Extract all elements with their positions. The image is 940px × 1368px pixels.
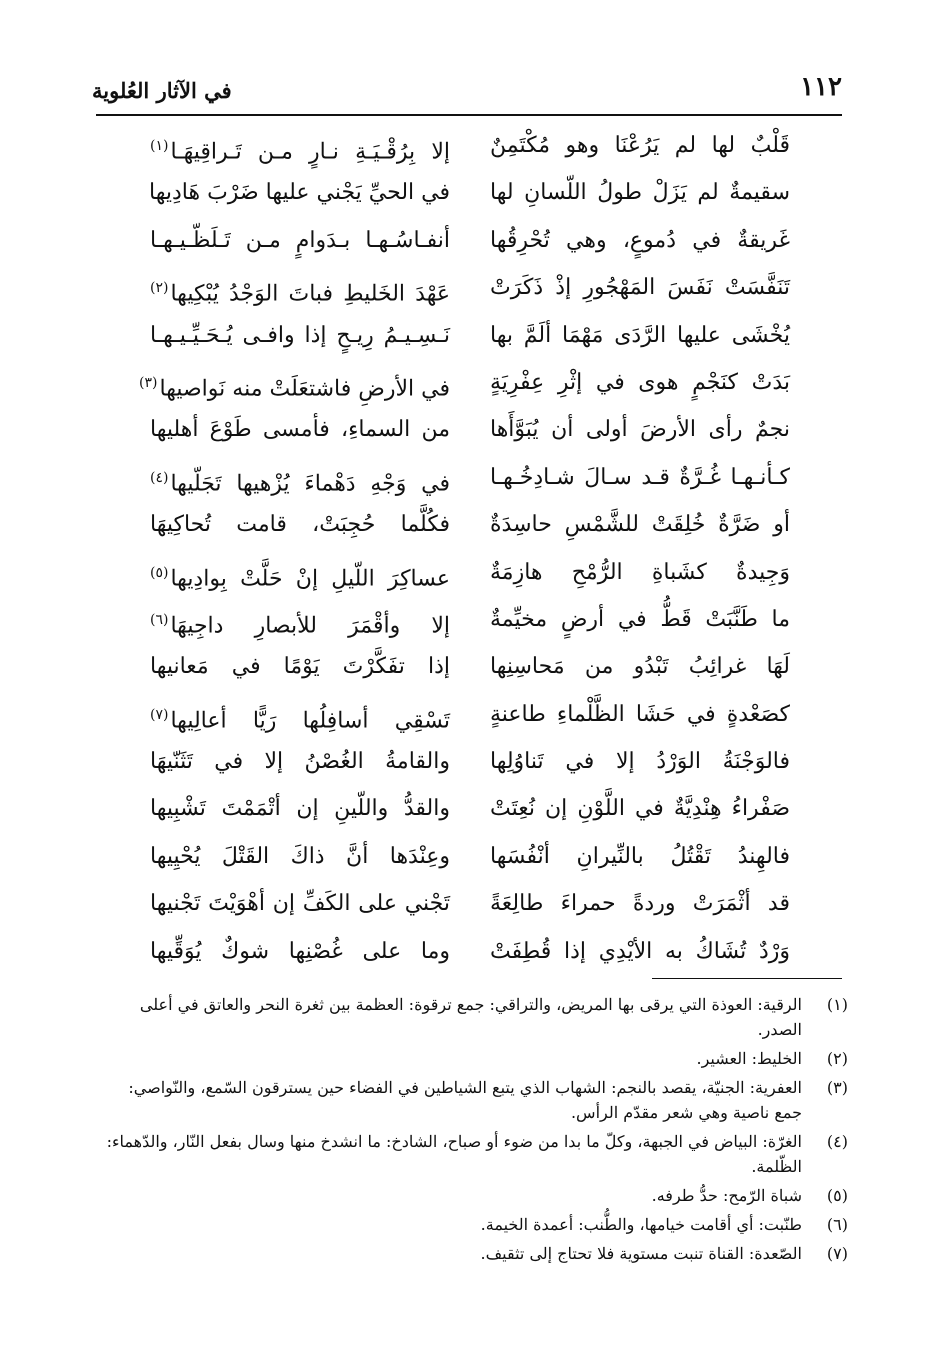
footnote-text: العفرية: الجنيّة، يقصد بالنجم: الشهاب الذي يتبع الشياطين في الفضاء حين يسترقون السّمع، والنّواصي: جمع ناصية وهي شعر مقدّم الرأس. (128, 1078, 802, 1122)
verse-second-hemistich (139, 365, 450, 407)
verse-second-text: أنفـاسُـهـا بـدَوامٍ مـن تَـلَظّـيـهـا (150, 227, 450, 253)
verse-second-hemistich (150, 270, 450, 312)
verse-second-text: إلا بِرُقْـيَـةِ نـارٍ مـن تَـراقِيهَـا (170, 139, 450, 165)
footnote-number: (١) (826, 995, 848, 1014)
verse-second-text: فكُلَّما حُجِبَتْ، قامت تُحاكِيهَا (150, 512, 450, 538)
verse-second-hemistich (150, 744, 450, 780)
verse-line (150, 744, 790, 791)
footnote-number: (٧) (826, 1244, 848, 1263)
footnote-reference[interactable]: (٤) (150, 469, 169, 486)
verse-line (150, 697, 790, 744)
verse-first-hemistich: غَريقةٌ في دُموعٍ، وهي تُحْرِقُها (490, 227, 790, 253)
footnote-reference[interactable]: (٣) (139, 374, 158, 391)
verse-second-text: عَهْدَ الخَليطِ فباتَ الوَجْدُ يُبْكِيها (170, 281, 450, 307)
verse-first-hemistich: أو ضَرَّةٌ خُلِقَتْ للشَّمْسِ حاسِدَةٌ (490, 512, 790, 538)
verse-second-hemistich (150, 318, 450, 354)
verse-second-text: من السماءِ، فأمسى طَوْعَ أهليها (150, 417, 450, 443)
verse-second-hemistich (150, 839, 450, 875)
verse-line (150, 270, 790, 317)
verse-first-hemistich: كـأنـهـا غُـرَّةٌ قـد سـالَ شـادِخُـهـا (490, 464, 790, 490)
verse-second-text: تَسْقِي أسافِلُها رَيًّا أعالِيها (170, 708, 450, 734)
verse-second-hemistich (150, 791, 450, 827)
verse-first-hemistich: فالهِندُ تَقْتُلُ بالنِّيرانِ أنْفُسَها (490, 843, 790, 869)
verse-line (150, 318, 790, 365)
footnote (100, 1212, 848, 1237)
verse-line (150, 507, 790, 554)
verse-line (150, 934, 790, 981)
verse-first-hemistich: بَدَتْ كنَجْمٍ هوى في إثْرِ عِفْرِيَةٍ (490, 369, 790, 395)
verse-line (150, 412, 790, 459)
footnote (100, 992, 848, 1042)
verse-first-hemistich: صَفْراءُ هِنْدِيَّةٌ في اللَّوْنِ إن نُعِتَتْ (490, 796, 790, 822)
verse-line (150, 175, 790, 222)
footnote (100, 1075, 848, 1125)
verse-second-text: عساكِرَ اللّيلِ إنْ حَلَّتْ بِوادِيها (170, 565, 450, 591)
footnote-reference[interactable]: (٦) (150, 611, 169, 628)
verse-second-text: في الأرضِ فاشتعَلَتْ منه نَواصيها (159, 376, 450, 402)
verse-line (150, 460, 790, 507)
footnote-number: (٥) (826, 1186, 848, 1205)
footnote-text: طنّبت: أي أقامت خيامها، والطُّنب: أعمدة الخيمة. (480, 1215, 802, 1234)
verse-first-hemistich: ما طَنَّبَتْ قَطُّ في أرضٍ مخيِّمةٌ (490, 606, 790, 632)
verse-line (139, 365, 790, 412)
verse-second-hemistich (150, 412, 450, 448)
verse-line (150, 886, 790, 933)
verse-line (150, 602, 790, 649)
footnote-text: الغرّة: البياض في الجبهة، وكلّ ما بدا من ضوء أو صباح، الشادخ: ما انشدخ منها وسال بفعل النّار، والدّهماء: الظّلمة. (106, 1132, 802, 1176)
footnote-number: (٤) (826, 1132, 848, 1151)
verse-second-text: والقدُّ واللّينِ إن أتْمَمْتَ تَشْبِيها (150, 796, 450, 822)
verse-first-hemistich: تَنَفَّسَتْ نَفَسَ المَهْجُورِ إذْ ذَكَرَتْ (490, 275, 790, 301)
footnote (100, 1046, 848, 1071)
verse-first-hemistich: سقيمةٌ لم يَزَلْ طولُ اللّسانِ لها (490, 180, 790, 206)
verse-first-hemistich: نجمٌ رأى الأرضَ أولى أن يُبَوَّأَها (490, 417, 790, 443)
verse-first-hemistich: كصَعْدةٍ في حَشَا الظَّلْماءِ طاعنةٍ (490, 701, 790, 727)
verse-second-text: في الحيِّ يَجْني عليها ضَرْبَ هَادِيها (149, 180, 450, 206)
page-header (92, 72, 842, 112)
verse-second-hemistich (150, 555, 450, 597)
footnote-number: (٣) (826, 1078, 848, 1097)
footnote-text: شباة الرّمح: حدُّ طرفه. (651, 1186, 802, 1205)
verse-line (150, 555, 790, 602)
footnote-text: الصّعدة: القناة تنبت مستوية فلا تحتاج إلى تثقيف. (480, 1244, 802, 1263)
verse-first-hemistich: وَرْدٌ تُشَاكُ به الأيْدِي إذا قُطِفَتْ (490, 938, 790, 964)
footnote (100, 1241, 848, 1266)
poem (139, 128, 790, 981)
verse-line (150, 791, 790, 838)
footnote-number: (٦) (826, 1215, 848, 1234)
footnote-reference[interactable]: (١) (150, 138, 169, 154)
page-number: ١١٢ (800, 72, 842, 102)
footnote (100, 1183, 848, 1208)
verse-second-hemistich (150, 697, 450, 739)
verse-first-hemistich: قد أثْمَرَتْ وردةً حمراءَ طالِعَةً (490, 891, 790, 917)
footnote-text: الرقية: العوذة التي يرقى بها المريض، والتراقي: جمع ترقوة: العظمة بين ثغرة النحر والعاتق في أعلى الصدر. (139, 995, 802, 1039)
verse-first-hemistich: لَهَا غرائِبُ تَبْدُو من مَحاسِنِها (490, 654, 790, 680)
verse-second-hemistich (150, 886, 450, 922)
verse-second-hemistich (150, 507, 450, 543)
verse-second-hemistich (150, 649, 450, 685)
verse-second-text: وما على غُصْنِها شوكٌ يُوَقِّيها (150, 938, 450, 964)
verse-second-hemistich (150, 460, 450, 502)
verse-second-text: والقامةُ الغُصْنُ إلا في تَثَنّيهَا (150, 749, 450, 775)
verse-line (150, 223, 790, 270)
verse-second-text: تَجْني على الكَفِّ إن أهْوَيْتَ تَجْنيها (150, 891, 450, 917)
verse-first-hemistich: يُخْشَى عليها الرَّدَى مَهْمَا ألَمَّ بها (490, 322, 790, 348)
footnotes (100, 992, 848, 1270)
verse-second-hemistich (150, 223, 450, 259)
footnotes-rule (652, 978, 842, 979)
verse-second-text: وعِنْدَها أنَّ ذاكَ القَتْلَ يُحْيِيها (150, 843, 450, 869)
footnote-reference[interactable]: (٧) (150, 706, 169, 723)
verse-second-text: نَـسِـيـمُ رِيـحٍ إذا وافـى يُـحَـيِّـيـهـا (150, 322, 450, 348)
header-rule (96, 114, 842, 116)
verse-second-text: إلا وأقْمَرَ للأبصارِ داجِيهَا (170, 613, 450, 639)
verse-second-hemistich (150, 175, 450, 211)
verse-first-hemistich: فالوَجْنَةُ الوَرْدُ إلا في تَناوُلِها (490, 749, 790, 775)
verse-line (150, 839, 790, 886)
footnote-reference[interactable]: (٢) (150, 280, 169, 297)
verse-first-hemistich: وَجِيدةٌ كشَباةِ الرُّمْحِ هازِمَةٌ (490, 559, 790, 585)
footnote (100, 1129, 848, 1179)
footnote-text: الخليط: العشير. (696, 1049, 802, 1068)
verse-first-hemistich: قَلْبٌ لها لم يَرُعْنَا وهو مُكْتَمِنٌ (490, 133, 790, 158)
verse-line (150, 128, 790, 175)
footnote-reference[interactable]: (٥) (150, 564, 169, 581)
verse-second-text: في وَجْهِ دَهْماءَ يُزْهيها تَجَلّيها (170, 471, 450, 497)
footnote-number: (٢) (826, 1049, 848, 1068)
verse-second-hemistich (150, 934, 450, 970)
verse-line (150, 649, 790, 696)
verse-second-text: إذا تفَكَّرْتَ يَوْمًا في مَعانيها (150, 654, 450, 680)
verse-second-hemistich (150, 128, 450, 170)
verse-second-hemistich (150, 602, 450, 644)
running-title: في الآثار العُلوية (92, 78, 232, 103)
